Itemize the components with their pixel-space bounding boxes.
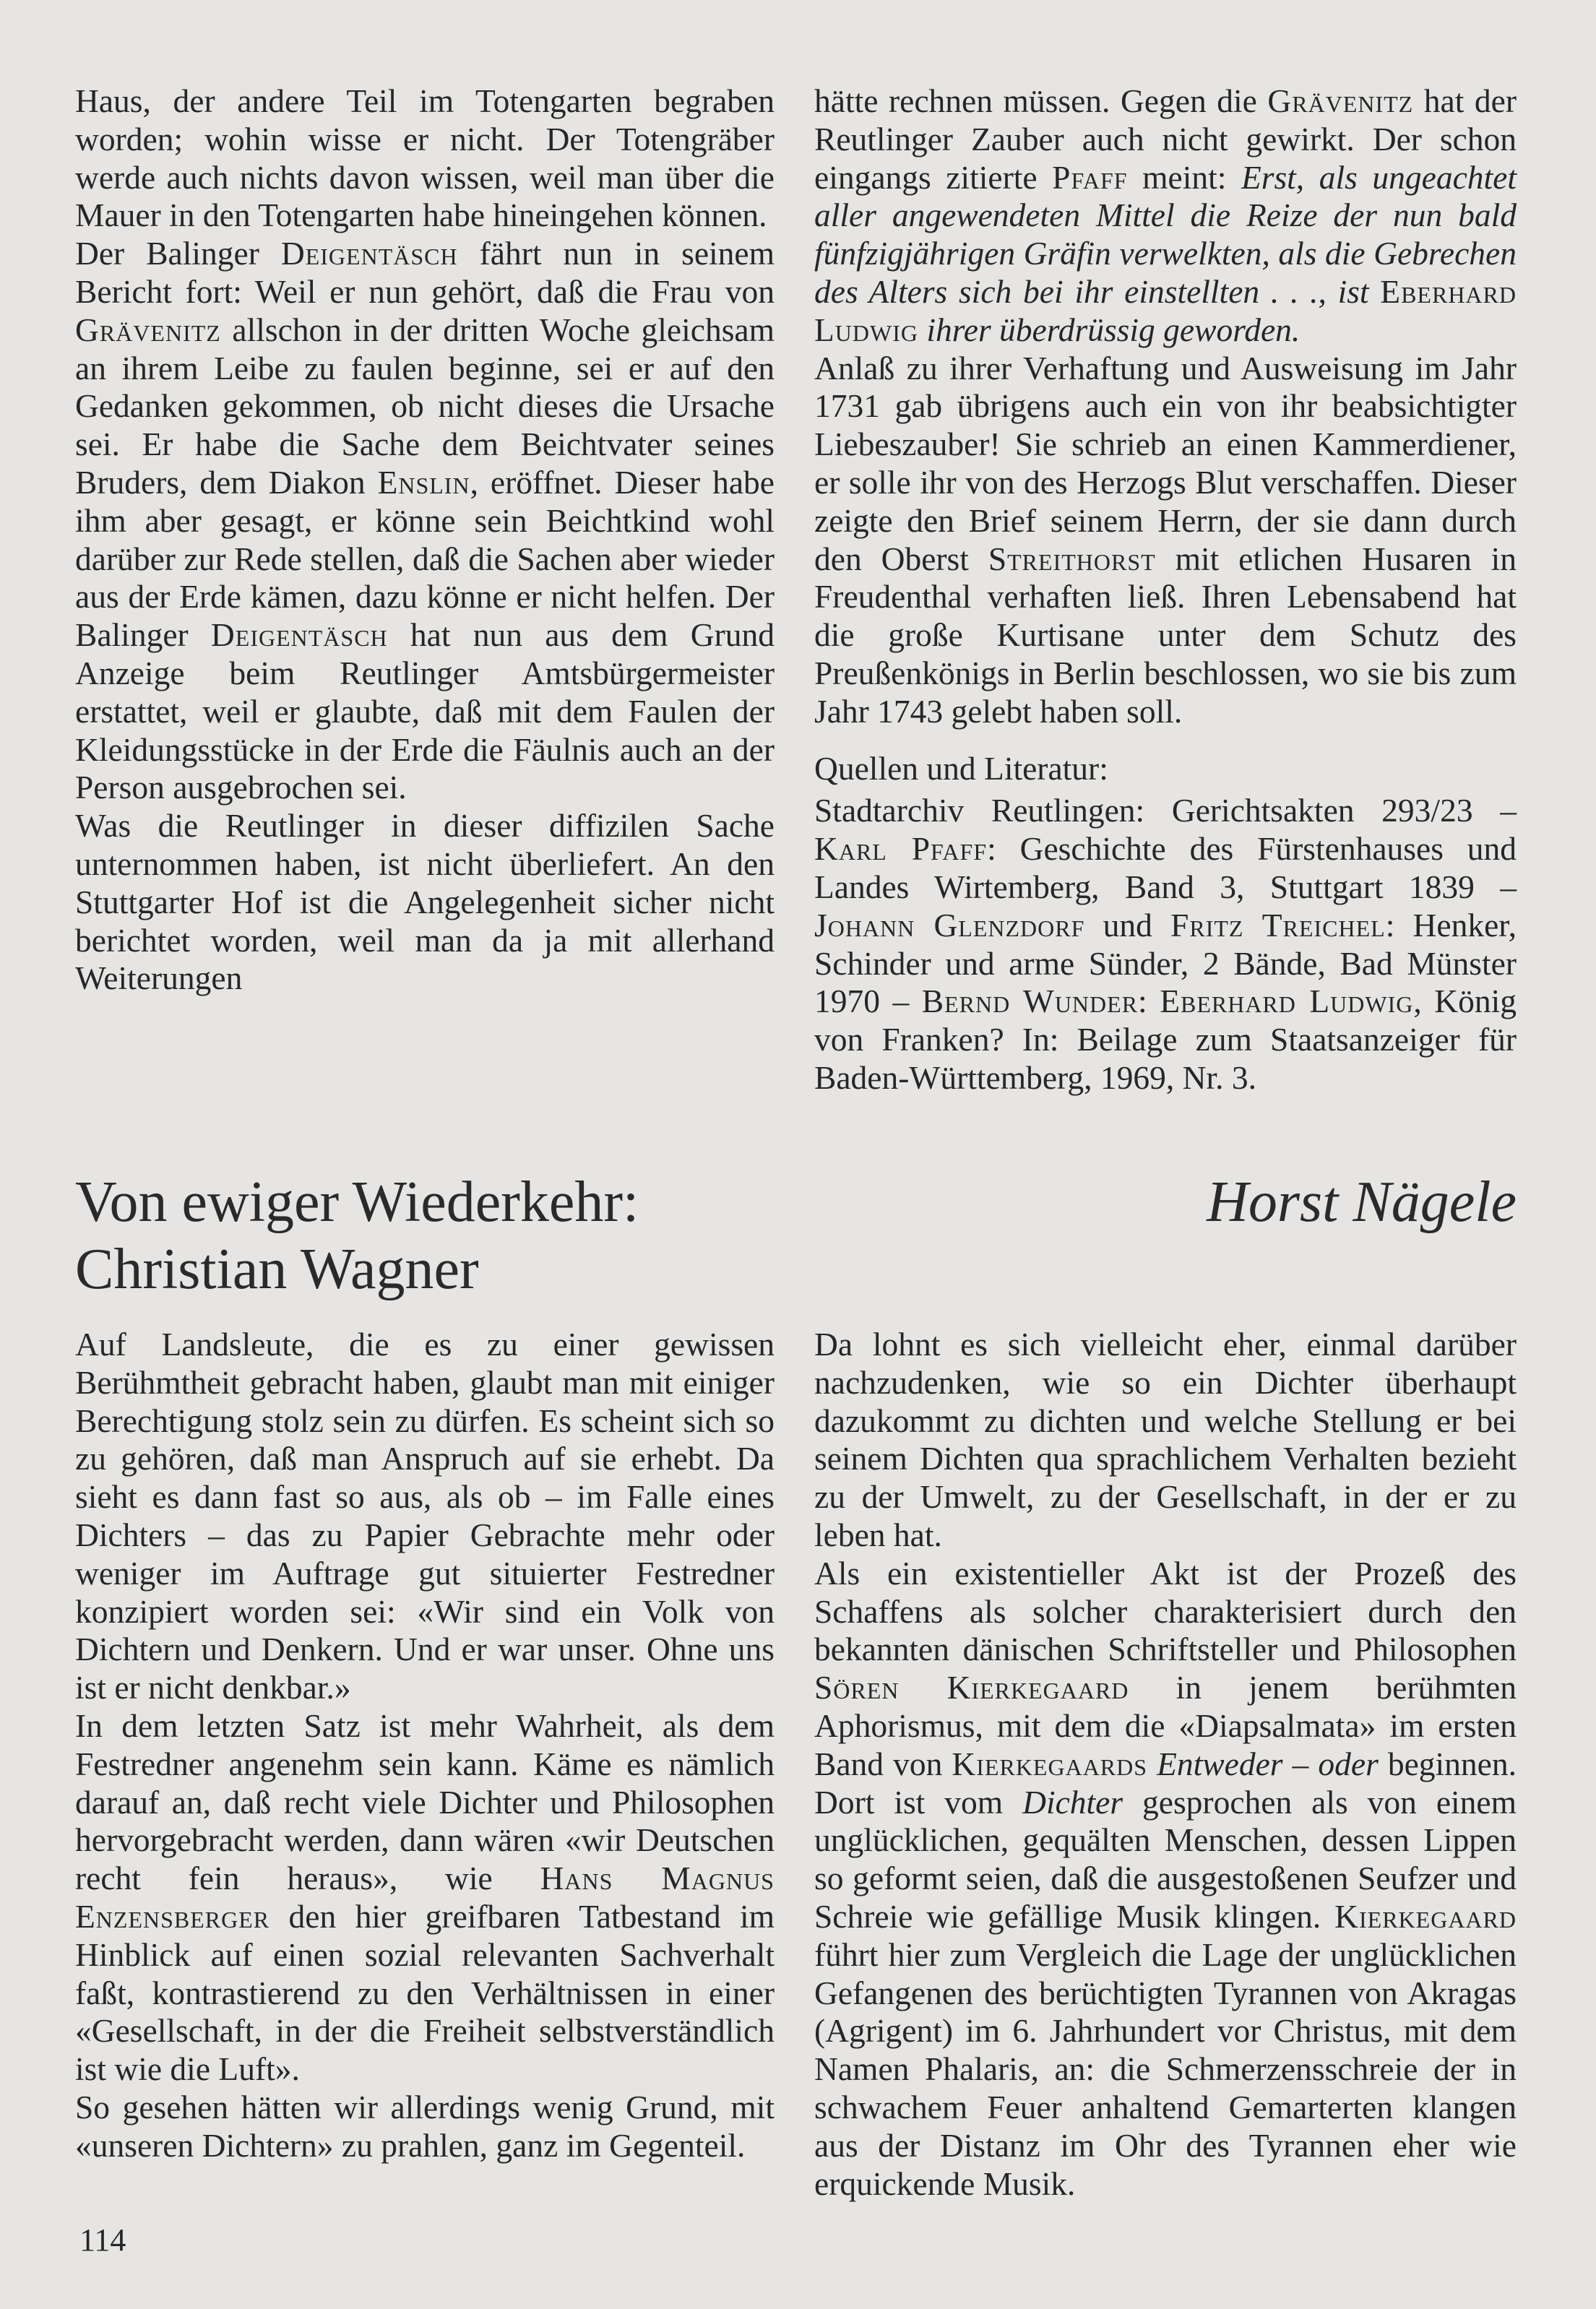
person-name: Deigentäsch xyxy=(280,235,458,272)
sources-heading: Quellen und Literatur: xyxy=(814,749,1108,787)
paragraph: Haus, der andere Teil im Totengarten begraben worden; wohin wisse er nicht. Der Totengräber werde auch nichts davon wissen, weil man über die Mauer in den Totengarten habe hineingehen können. xyxy=(75,82,775,234)
paragraph: hätte rechnen müssen. Gegen die Grävenitz hat der Reutlinger Zauber auch nicht gewirkt. Der schon eingangs zitierte Pfaff meint: Erst, als ungeachtet aller angewendeten Mittel die Reize der nun bald fünfzigjährigen Gräfin verwelkten, als die Gebrechen des Alters sich bei ihr einstellten . . ., ist Eberhard Ludwig ihrer überdrüssig geworden. xyxy=(814,82,1517,348)
book-title: Entweder – oder xyxy=(1157,1745,1379,1782)
article-right-column xyxy=(814,1326,1517,2203)
paragraph: Anlaß zu ihrer Verhaftung und Ausweisung im Jahr 1731 gab übrigens auch ein von ihr beabsichtigter Liebeszauber! Sie schrieb an einen Kammerdiener, er solle ihr von des Herzogs Blut verschaffen. Dieser zeigte den Brief seinem Herrn, der sie dann durch den Oberst Streithorst mit etlichen Husaren in Freudenthal verhaften ließ. Ihren Lebensabend hat die große Kurtisane unter dem Schutz des Preußenkönigs in Berlin beschlossen, wo sie bis zum Jahr 1743 gelebt haben soll. xyxy=(814,349,1517,730)
person-name: Pfaff xyxy=(1052,158,1128,196)
paragraph: Da lohnt es sich vielleicht eher, einmal darüber nachzudenken, wie so ein Dichter überhaupt dazukommt zu dichten und welche Stellung er bei seinem Dichten qua sprachlichem Verhalten bezieht zu der Umwelt, zu der Gesellschaft, in der er zu leben hat. xyxy=(814,1326,1517,1553)
page-number: 114 xyxy=(79,2222,126,2258)
article-title-line: Von ewiger Wiederkehr: xyxy=(75,1170,639,1234)
article-author: Horst Nägele xyxy=(1207,1170,1517,1234)
paragraph: So gesehen hätten wir allerdings wenig Grund, mit «unseren Dichtern» zu prahlen, ganz im Gegenteil. xyxy=(75,2088,775,2164)
emphasis: Dichter xyxy=(1022,1783,1123,1821)
paragraph: Als ein existentieller Akt ist der Prozeß des Schaffens als solcher charakterisiert durch den bekannten dänischen Schriftsteller und Philosophen Sören Kierkegaard in jenem berühmten Aphorismus, mit dem die «Diapsalmata» im ersten Band von Kierkegaards Entweder – oder beginnen. Dort ist vom Dichter gesprochen als von einem unglücklichen, gequälten Menschen, dessen Lippen so geformt seien, daß die ausgestoßenen Seufzer und Schreie wie gefällige Musik klingen. Kierkegaard führt hier zum Vergleich die Lage der unglücklichen Gefangenen des berüchtigten Tyrannen von Akragas (Agrigent) im 6. Jahrhundert vor Christus, mit dem Namen Phalaris, an: die Schmerzensschreie der in schwachem Feuer anhaltend Gemarterten klangen aus der Distanz im Ohr des Tyrannen eher wie erquickende Musik. xyxy=(814,1554,1517,2202)
person-name: Kierkegaards xyxy=(952,1745,1148,1782)
person-name: Kierkegaard xyxy=(1334,1897,1517,1935)
person-name: Eberhard Ludwig xyxy=(814,272,1517,348)
sources-list: Stadtarchiv Reutlingen: Gerichtsakten 293/23 – Karl Pfaff: Geschichte des Fürstenhauses und Landes Wirtemberg, Band 3, Stuttgart 1839 – Johann Glenzdorf und Fritz Treichel: Henker, Schinder und arme Sünder, 2 Bände, Bad Münster 1970 – Bernd Wunder: Eberhard Ludwig, König von Franken? In: Beilage zum Staatsanzeiger für Baden-Württemberg, 1969, Nr. 3. xyxy=(814,792,1517,1096)
quotation: Erst, als ungeachtet aller angewendeten Mittel die Reize der nun bald fünfzigjährigen Gräfin verwelkten, als die Gebrechen des Alters sich bei ihr einstellten . . ., ist xyxy=(814,158,1517,310)
person-name: Grävenitz xyxy=(1267,82,1414,119)
person-name: Sören Kierkegaard xyxy=(814,1669,1129,1706)
person-name: Hans Magnus Enzensberger xyxy=(75,1860,775,1935)
quotation: ihrer überdrüssig geworden. xyxy=(918,311,1300,348)
previous-article-left-column xyxy=(75,82,775,998)
paragraph: Was die Reutlinger in dieser diffizilen Sache unternommen haben, ist nicht überliefert. An den Stuttgarter Hof ist die Angelegenheit sicher nicht berichtet worden, weil man da ja mit allerhand Weiterungen xyxy=(75,807,775,997)
article-title xyxy=(75,1169,906,1303)
paragraph: In dem letzten Satz ist mehr Wahrheit, als dem Festredner angenehm sein kann. Käme es nämlich darauf an, daß recht viele Dichter und Philosophen hervorgebracht werden, dann wären «wir Deutschen recht fein heraus», wie Hans Magnus Enzensberger den hier greifbaren Tatbestand im Hinblick auf einen sozial relevanten Sachverhalt faßt, kontrastierend zu den Verhältnissen in einer «Gesellschaft, in der die Freiheit selbstverständlich ist wie die Luft». xyxy=(75,1706,775,2088)
person-name: Grävenitz xyxy=(75,311,221,348)
article-left-column xyxy=(75,1326,775,2165)
person-name: Enslin xyxy=(377,463,470,501)
paragraph: Auf Landsleute, die es zu einer gewissen Berühmtheit gebracht haben, glaubt man mit einiger Berechtigung stolz sein zu dürfen. Es scheint sich so zu gehören, daß man Anspruch auf sie erhebt. Da sieht es dann fast so aus, als ob – im Falle eines Dichters – das zu Papier Gebrachte mehr oder weniger im Auftrage gut situierter Festredner konzipiert worden sei: «Wir sind ein Volk von Dichtern und Denkern. Und er war unser. Ohne uns ist er nicht denkbar.» xyxy=(75,1326,775,1706)
person-name: Deigentäsch xyxy=(210,616,388,654)
previous-article-right-column xyxy=(814,82,1517,1097)
article-title-line: Christian Wagner xyxy=(75,1238,479,1301)
person-name: Streithorst xyxy=(988,540,1156,577)
paragraph: Der Balinger Deigentäsch fährt nun in seinem Bericht fort: Weil er nun gehört, daß die Frau von Grävenitz allschon in der dritten Woche gleichsam an ihrem Leibe zu faulen beginne, sei er auf den Gedanken gekommen, ob nicht dieses die Ursache sei. Er habe die Sache dem Beichtvater seines Bruders, dem Diakon Enslin, eröffnet. Dieser habe ihm aber gesagt, er könne sein Beichtkind wohl darüber zur Rede stellen, daß die Sachen aber wieder aus der Erde kämen, dazu könne er nicht helfen. Der Balinger Deigentäsch hat nun aus dem Grund Anzeige beim Reutlinger Amtsbürgermeister erstattet, weil er glaubte, daß mit dem Faulen der Kleidungsstücke in der Erde die Fäulnis auch an der Person ausgebrochen sei. xyxy=(75,235,775,806)
